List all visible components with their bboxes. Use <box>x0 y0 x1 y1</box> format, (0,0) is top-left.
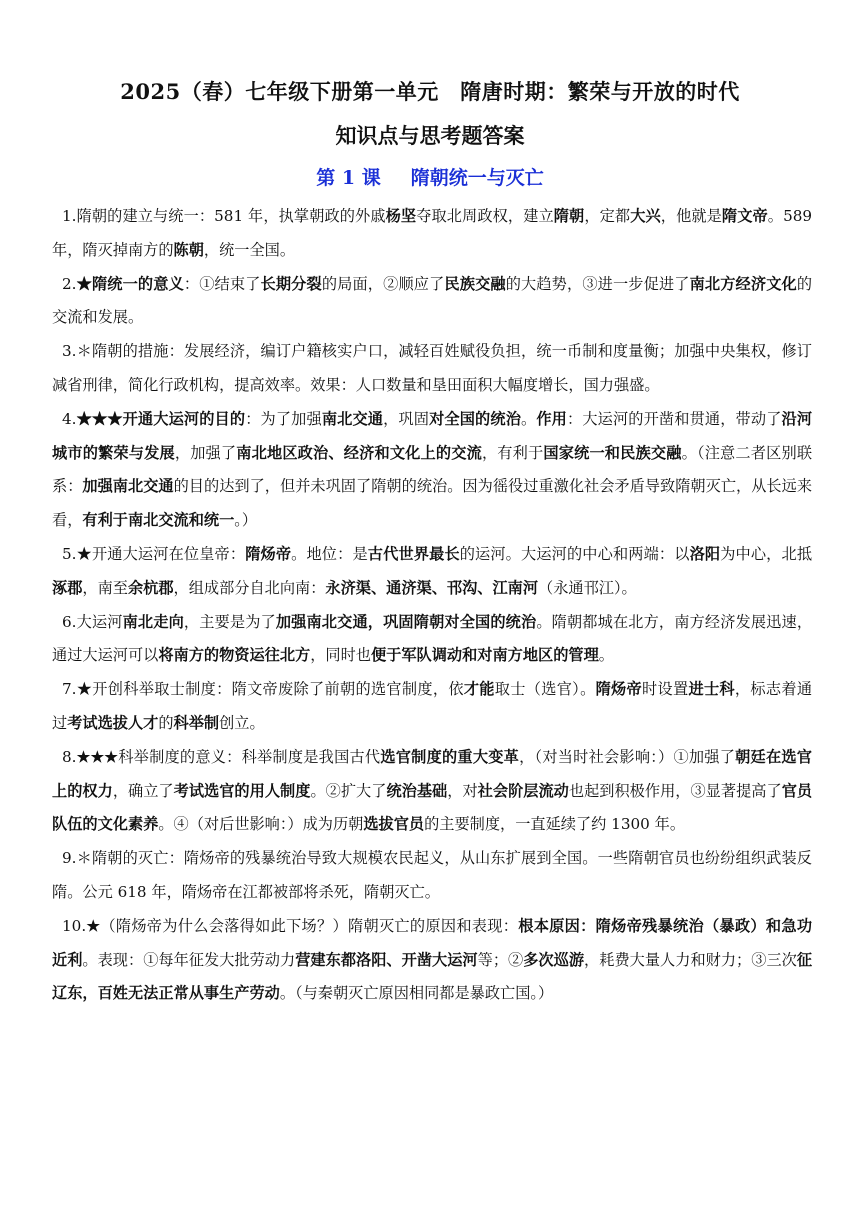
emphasis-text: 选拔官员 <box>363 815 425 834</box>
emphasis-text: 官员队伍的文化素养 <box>52 781 813 834</box>
body-text: 5.★开通大运河在位皇帝： <box>62 544 246 563</box>
body-text: 创立。 <box>219 713 265 732</box>
body-text: 。 <box>598 646 614 665</box>
emphasis-text: 考试选官的用人制度 <box>173 781 311 800</box>
emphasis-text: 进士科 <box>688 680 735 699</box>
body-text: 6.大运河 <box>62 612 123 631</box>
body-text: 。②扩大了 <box>310 781 387 800</box>
emphasis-text: 社会阶层流动 <box>477 781 569 800</box>
body-text: 9.＊隋朝的灭亡：隋炀帝的残暴统治导致大规模农民起义，从山东扩展到全国。一些隋朝官员也纷纷组织武装反隋。公元 618 年，隋炀帝在江都被部将杀死，隋朝灭亡。 <box>52 849 812 901</box>
emphasis-text: 便于军队调动和对南方地区的管理 <box>370 646 599 665</box>
emphasis-text: 有利于南北交流和统一 <box>82 511 235 530</box>
knowledge-point-1 <box>52 200 812 268</box>
emphasis-text: 考试选拔人才 <box>67 713 159 732</box>
body-text: 的交流和发展。 <box>52 274 813 327</box>
body-text: ，统一全国。 <box>203 240 295 259</box>
body-text: 。 <box>521 409 537 428</box>
body-text: 。④（对后世影响：）成为历朝 <box>158 815 364 834</box>
emphasis-text: 才能 <box>463 680 495 699</box>
knowledge-point-5 <box>52 538 812 606</box>
body-text: ，（对当时社会影响：）①加强了 <box>519 747 736 766</box>
body-text: 的主要制度，一直延续了约 1300 年。 <box>424 815 686 834</box>
body-text: ，有利于 <box>481 443 544 462</box>
emphasis-text: 南北走向 <box>122 612 184 631</box>
emphasis-text: 统治基础 <box>386 781 448 800</box>
emphasis-text: 对全国的统治 <box>429 409 522 428</box>
body-text: 7.★开创科举取士制度：隋文帝废除了前朝的选官制度，依 <box>62 680 464 699</box>
emphasis-text: 加强南北交通 <box>82 477 174 496</box>
body-text: 3.＊隋朝的措施：发展经济，编订户籍核实户口，减轻百姓赋役负担，统一币制和度量衡；加强中央集权，修订减省刑律，简化行政机构，提高效率。效果：人口数量和垦田面积大幅度增长，国力强盛。 <box>52 342 812 394</box>
emphasis-text: 杨坚 <box>385 207 417 225</box>
body-text: 取士（选官）。 <box>494 680 596 699</box>
knowledge-point-3 <box>52 335 812 403</box>
document-subtitle: 知识点与思考题答案 <box>335 123 525 148</box>
emphasis-text: 加强南北交通，巩固隋朝对全国的统治 <box>275 612 537 631</box>
body-text: 的 <box>158 713 174 732</box>
emphasis-text: 科举制 <box>173 713 220 732</box>
emphasis-text: 南北交通 <box>321 409 384 428</box>
body-text: 8. <box>62 747 77 766</box>
emphasis-text: 民族交融 <box>444 274 506 293</box>
emphasis-text: 长期分裂 <box>260 274 322 293</box>
body-text: ：为了加强 <box>245 409 322 428</box>
emphasis-text: ★隋统一的意义 <box>76 274 184 293</box>
body-text: 。（注意二者区别联系： <box>52 443 813 496</box>
emphasis-text: 将南方的物资运往北方 <box>158 646 311 665</box>
body-text: 。表现：①每年征发大批劳动力 <box>82 950 296 969</box>
body-text: ，组成部分自北向南： <box>173 578 326 597</box>
knowledge-point-10 <box>52 910 812 1011</box>
body-text: 。（与秦朝灭亡原因相同都是暴政亡国。） <box>279 984 554 1003</box>
body-text: 2. <box>62 274 77 293</box>
emphasis-text: ★★★ <box>76 747 119 766</box>
body-text: 时设置 <box>642 680 689 699</box>
emphasis-text: 隋炀帝 <box>245 544 292 563</box>
knowledge-point-4 <box>52 403 812 538</box>
emphasis-text: 隋文帝 <box>721 207 768 225</box>
body-text: 4. <box>62 409 77 428</box>
knowledge-point-7 <box>52 673 812 741</box>
knowledge-point-9 <box>52 842 812 910</box>
body-text: （永通邗江）。 <box>538 578 637 597</box>
emphasis-text: 南北方经济文化 <box>689 274 797 293</box>
emphasis-text: 隋炀帝 <box>595 680 643 699</box>
body-text: ，耗费大量人力和财力；③三次 <box>584 950 797 969</box>
emphasis-text: 选官制度的重大变革 <box>380 747 520 766</box>
emphasis-text: 洛阳 <box>689 544 721 563</box>
body-text: ：大运河的开凿和贯通，带动了 <box>567 409 782 428</box>
body-text: 的大趋势，③进一步促进了 <box>505 274 690 293</box>
knowledge-point-6 <box>52 606 812 674</box>
body-text: 。） <box>234 511 258 530</box>
body-text: 为中心，北抵 <box>720 544 813 563</box>
body-text: 等；② <box>477 950 524 969</box>
body-text: ，巩固 <box>383 409 430 428</box>
emphasis-text: 作用 <box>536 409 567 428</box>
body-text: ，他就是 <box>660 207 722 225</box>
lesson-title: 隋朝统一与灭亡 <box>410 167 544 189</box>
emphasis-text: 南北地区政治、经济和文化上的交流 <box>236 443 482 462</box>
emphasis-text: 多次巡游 <box>523 950 585 969</box>
emphasis-text: 营建东都洛阳、开凿大运河 <box>295 950 478 969</box>
body-text: 的局面，②顺应了 <box>321 274 445 293</box>
body-text: 也起到积极作用，③显著提高了 <box>568 781 782 800</box>
lesson-number: 第 1 课 <box>316 167 381 189</box>
emphasis-text: 沿河城市的繁荣与发展 <box>52 409 813 462</box>
body-text: ，主要是为了 <box>183 612 276 631</box>
emphasis-text: 陈朝 <box>173 240 204 259</box>
emphasis-text: 永济渠、通济渠、邗沟、江南河 <box>325 578 538 597</box>
emphasis-text: 根本原因：隋炀帝残暴统治（暴政）和急功近利 <box>52 916 813 969</box>
emphasis-text: 朝廷在选官上的权力 <box>52 747 812 800</box>
body-text: 10. <box>62 916 87 935</box>
body-text: ，定都 <box>584 207 631 225</box>
emphasis-text: ★ <box>86 916 101 935</box>
body-text: ，加强了 <box>174 443 237 462</box>
emphasis-text: 余杭郡 <box>127 578 174 597</box>
body-text: ，确立了 <box>112 781 174 800</box>
body-text: （隋炀帝为什么会落得如此下场？）隋朝灭亡的原因和表现： <box>100 916 519 935</box>
body-text: 。589 年，隋灭掉南方的 <box>52 207 813 259</box>
body-text: ，同时也 <box>310 646 371 665</box>
body-text: 1.隋朝的建立与统一：581 年，执掌朝政的外戚 <box>62 207 386 225</box>
emphasis-text: 大兴 <box>630 207 661 225</box>
body-text: 夺取北周政权，建立 <box>416 207 554 225</box>
emphasis-text: 涿郡 <box>52 578 83 597</box>
body-text: 科举制度的意义：科举制度是我国古代 <box>118 747 381 766</box>
knowledge-points <box>52 200 812 1011</box>
emphasis-text: 国家统一和民族交融 <box>543 443 682 462</box>
emphasis-text: 隋朝 <box>553 207 585 225</box>
body-text: ，对 <box>447 781 478 800</box>
body-text: 。地位：是 <box>291 544 368 563</box>
body-text: ，南至 <box>82 578 128 597</box>
emphasis-text: ★★★开通大运河的目的 <box>76 409 246 428</box>
knowledge-point-2 <box>52 268 812 336</box>
emphasis-text: 古代世界最长 <box>367 544 460 563</box>
body-text: 的目的达到了，但并未巩固了隋朝的统治。因为徭役过重激化社会矛盾导致隋朝灭亡，从长远来看， <box>52 477 813 530</box>
body-text: ：①结束了 <box>183 274 261 293</box>
body-text: 。隋朝都城在北方，南方经济发展迅速，通过大运河可以 <box>52 612 813 665</box>
body-text: ，标志着通过 <box>52 680 813 732</box>
body-text: 的运河。大运河的中心和两端：以 <box>459 544 690 563</box>
emphasis-text: 征辽东，百姓无法正常从事生产劳动 <box>52 950 813 1003</box>
lesson-heading <box>0 163 860 190</box>
knowledge-point-8 <box>52 741 812 842</box>
document-title: 2025（春）七年级下册第一单元 隋唐时期：繁荣与开放的时代 <box>120 79 740 104</box>
